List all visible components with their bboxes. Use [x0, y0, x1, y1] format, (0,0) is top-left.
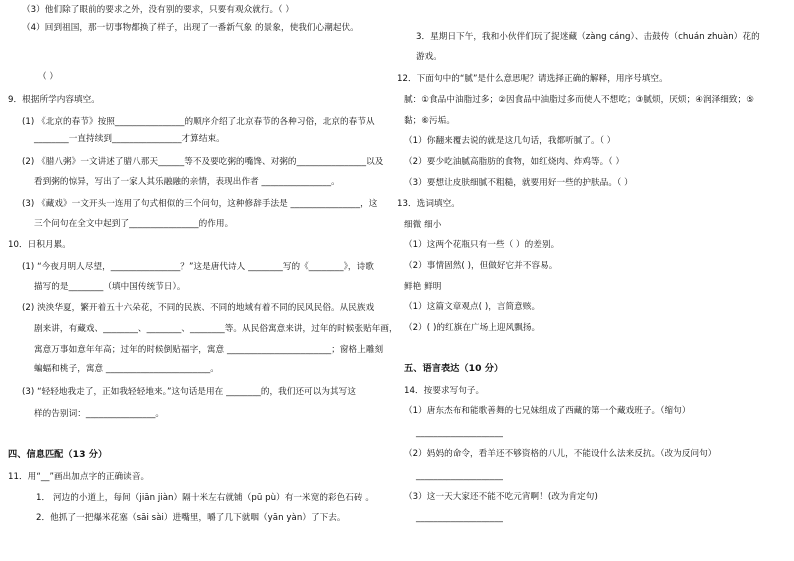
q14-title: 14．按要求写句子。 — [404, 386, 485, 396]
q8-item-4-answer: （ ） — [38, 72, 59, 82]
q14-item-3: （3）这一天大家还不能不吃元宵啊！(改为肯定句) — [404, 492, 598, 502]
q13-title: 13．选词填空。 — [397, 199, 460, 209]
q12-definitions-line1: 腻：①食品中油脂过多；②因食品中油脂过多而使人不想吃；③腻烦，厌烦；④润泽细致；⑤ — [404, 95, 754, 105]
q13-item-2: （2）事情固然( )，但做好它并不容易。 — [404, 261, 558, 271]
q11-item-3-line1: 3．星期日下午，我和小伙伴们玩了捉迷藏（zàng cáng）、击鼓传（chuán zhuàn）花的 — [416, 32, 760, 42]
q14-item-3-answer-line: ____________________ — [416, 513, 503, 523]
q12-item-2: （2）要少吃油腻高脂肪的食物，如红烧肉、炸鸡等。（ ） — [404, 157, 625, 167]
q12-definitions-line2: 黏；⑥污垢。 — [404, 116, 455, 126]
q11-item-3-line2: 游戏。 — [416, 52, 442, 62]
q12-title: 12．下面句中的“腻”是什么意思呢？请选择正确的解释，用序号填空。 — [397, 74, 668, 84]
q10-title: 10．日积月累。 — [8, 240, 71, 250]
q10-item-2-line3: 寓意万事如意年年高；过年的时候倒贴福字，寓意 ________________________；窗格上雕刻 — [34, 345, 384, 355]
section-5-title: 五、语言表达（10 分） — [404, 363, 504, 374]
q10-item-3-line1: (3) “轻轻地我走了，正如我轻轻地来。”这句话是用在 ________的，我们还可以为其写这 — [22, 387, 356, 397]
q14-item-2-answer-line: ____________________ — [416, 471, 503, 481]
q14-item-1-answer-line: ____________________ — [416, 428, 503, 438]
q13-item-1: （1）这两个花瓶只有一些（ ）的差别。 — [404, 240, 560, 250]
q14-item-2: （2）妈妈的命令，看羊还不够资格的八儿，不能设什么法来反抗。（改为反问句） — [404, 449, 717, 459]
section-4-title: 四、信息匹配（13 分） — [8, 449, 108, 460]
q10-item-2-line4: 蝙蝠和桃子，寓意 ________________________。 — [34, 364, 219, 374]
q9-item-3-line2: 三个问句在全文中起到了________________的作用。 — [34, 219, 234, 229]
q9-item-1-line1: (1) 《北京的春节》按照________________的顺序介绍了北京春节的各种习俗，北京的春节从 — [22, 117, 375, 127]
q14-item-1: （1）唐东杰布和能歌善舞的七兄妹组成了西藏的第一个藏戏班子。（缩句） — [404, 406, 691, 416]
q10-item-1-line2: 描写的是________（填中国传统节日）。 — [34, 282, 186, 292]
q10-item-1-line1: (1) “今夜月明人尽望，________________？”这是唐代诗人 ________写的《________》，诗歌 — [22, 262, 374, 272]
q10-item-3-line2: 样的告别词：________________。 — [34, 409, 165, 419]
q9-item-2-line1: (2) 《腊八粥》一文讲述了腊八那天______等不及要吃粥的嘴馋、对粥的________________以及 — [22, 157, 384, 167]
q8-item-3: （3）他们除了眼前的要求之外，没有别的要求，只要有观众就行。（ ） — [22, 5, 294, 15]
q12-item-1: （1）你翻来覆去说的就是这几句话，我都听腻了。（ ） — [404, 136, 616, 146]
q9-item-1-line2: ________一直持续到________________才算结束。 — [34, 134, 225, 144]
q9-title: 9．根据所学内容填空。 — [8, 95, 100, 105]
q10-item-2-line1: (2) 泱泱华夏，繁开着五十六朵花，不同的民族、不同的地域有着不同的民风民俗。从民族戏 — [22, 303, 375, 313]
q13-item-4: （2）( )的红旗在广场上迎风飘扬。 — [404, 323, 541, 333]
q10-item-2-line2: 剧来讲，有藏戏、________、________、________等。从民俗寓意来讲，过年的时候张贴年画， — [34, 324, 398, 334]
q8-item-4: （4）回到祖国，那一切事物都换了样子，出现了一番新气象 的景象，使我们心潮起伏。 — [22, 23, 359, 33]
q13-word-group-1: 细微 细小 — [404, 220, 442, 230]
q13-word-group-2: 鲜艳 鲜明 — [404, 282, 442, 292]
q11-item-2: 2．他抓了一把爆米花塞（sāi sài）进嘴里，嚼了几下就咽（yān yàn）了下去。 — [36, 513, 346, 523]
q9-item-3-line1: (3) 《藏戏》一文开头一连用了句式相似的三个问句，这种修辞手法是 ________________，这 — [22, 199, 378, 209]
q13-item-3: （1）这篇文章观点( )，言简意赅。 — [404, 302, 541, 312]
q11-title: 11．用“__”画出加点字的正确读音。 — [8, 472, 150, 482]
q12-item-3: （3）要想让皮肤细腻不粗糙，就要用好一些的护肤品。（ ） — [404, 178, 633, 188]
q9-item-2-line2: 看到粥的惊异，写出了一家人其乐融融的亲情，表现出作者 ________________。 — [34, 177, 340, 187]
q11-item-1: 1． 河边的小道上，每间（jiān jiàn）隔十米左右就铺（pū pù）有一米宽的彩色石砖 。 — [36, 493, 374, 503]
